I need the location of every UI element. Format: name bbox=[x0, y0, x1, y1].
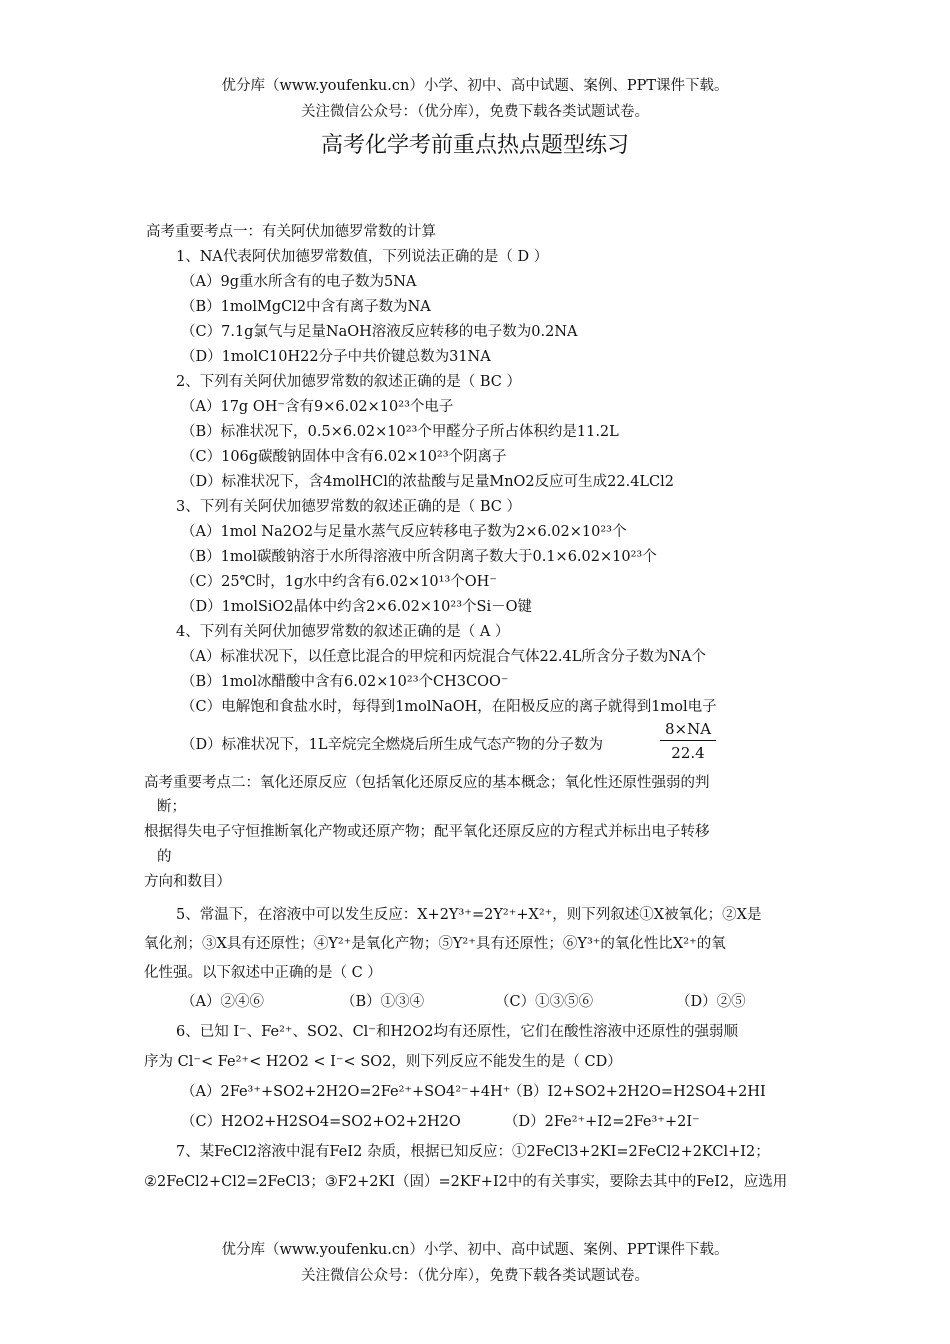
text-line: 2、下列有关阿伏加德罗常数的叙述正确的是（ BC ） bbox=[176, 374, 521, 390]
text-line: 根据得失电子守恒推断氧化产物或还原产物；配平氧化还原反应的方程式并标出电子转移 bbox=[144, 824, 710, 840]
text-line: （A）②④⑥ bbox=[181, 994, 264, 1010]
text-line: （D）②⑤ bbox=[676, 994, 746, 1010]
text-line: （B）I2+SO2+2H2O=H2SO4+2HI bbox=[508, 1084, 766, 1100]
text-line: 高考重要考点二：氧化还原反应（包括氧化还原反应的基本概念；氧化性还原性强弱的判 bbox=[144, 775, 710, 791]
text-line: 1、NA代表阿伏加德罗常数值，下列说法正确的是（ D ） bbox=[176, 249, 549, 265]
text-line: （C）7.1g氯气与足量NaOH溶液反应转移的电子数为0.2NA bbox=[181, 324, 578, 340]
fraction-denominator: 22.4 bbox=[671, 744, 705, 762]
text-line: （C）①③⑤⑥ bbox=[495, 994, 594, 1010]
fraction-expression bbox=[660, 720, 716, 762]
text-line: （C）H2O2+H2SO4=SO2+O2+2H2O bbox=[181, 1114, 461, 1130]
text-line: 化性强。以下叙述中正确的是（ C ） bbox=[144, 965, 382, 981]
text-line: （A）9g重水所含有的电子数为5NA bbox=[181, 274, 417, 290]
page-title: 高考化学考前重点热点题型练习 bbox=[320, 133, 629, 158]
text-line: 断； bbox=[157, 799, 186, 815]
text-line: （B）1molMgCl2中含有离子数为NA bbox=[181, 299, 431, 315]
text-line: 方向和数目） bbox=[144, 874, 231, 890]
text-line: 序为 Cl⁻< Fe²⁺< H2O2 < I⁻< SO2，则下列反应不能发生的是（ CD） bbox=[144, 1054, 622, 1070]
text-line: 7、某FeCl2溶液中混有FeI2 杂质，根据已知反应：①2FeCl3+2KI=2FeCl2+2KCl+I2； bbox=[176, 1144, 770, 1160]
text-line: （D）1molSiO2晶体中约含2×6.02×10²³个Si－O键 bbox=[181, 599, 532, 615]
text-line: （A）1mol Na2O2与足量水蒸气反应转移电子数为2×6.02×10²³个 bbox=[181, 524, 627, 540]
text-line: （C）25℃时，1g水中约含有6.02×10¹³个OH⁻ bbox=[181, 574, 497, 590]
footer-line-2: 关注微信公众号：（优分库），免费下载各类试题试卷。 bbox=[301, 1268, 649, 1284]
text-line: （D）1molC10H22分子中共价键总数为31NA bbox=[181, 349, 491, 365]
fraction-numerator: 8×NA bbox=[660, 720, 716, 741]
text-line: 氧化剂；③X具有还原性；④Y²⁺是氧化产物；⑤Y²⁺具有还原性；⑥Y³⁺的氧化性比X²⁺的氧 bbox=[144, 936, 726, 952]
text-line: 6、已知 I⁻、Fe²⁺、SO2、Cl⁻和H2O2均有还原性，它们在酸性溶液中还原性的强弱顺 bbox=[176, 1024, 738, 1040]
text-line: （D）标准状况下，1L辛烷完全燃烧后所生成气态产物的分子数为 bbox=[181, 737, 603, 753]
text-line: （A）17g OH⁻含有9×6.02×10²³个电子 bbox=[181, 399, 454, 415]
text-line: （B）1mol冰醋酸中含有6.02×10²³个CH3COO⁻ bbox=[181, 674, 509, 690]
footer-line-1: 优分库（www.youfenku.cn）小学、初中、高中试题、案例、PPT课件下载。 bbox=[221, 1242, 729, 1258]
text-line: （A）2Fe³⁺+SO2+2H2O=2Fe²⁺+SO4²⁻+4H⁺ bbox=[181, 1084, 511, 1100]
text-line: （C）106g碳酸钠固体中含有6.02×10²³个阴离子 bbox=[181, 449, 507, 465]
text-line: （D）2Fe²⁺+I2=2Fe³⁺+2I⁻ bbox=[504, 1114, 700, 1130]
text-line: 4、下列有关阿伏加德罗常数的叙述正确的是（ A ） bbox=[176, 624, 510, 640]
text-line: 5、常温下，在溶液中可以发生反应：X+2Y³⁺=2Y²⁺+X²⁺，则下列叙述①X被氧化；②X是 bbox=[176, 907, 762, 923]
text-line: （C）电解饱和食盐水时，每得到1molNaOH，在阳极反应的离子就得到1mol电子 bbox=[181, 699, 717, 715]
text-line: （B）①③④ bbox=[341, 994, 425, 1010]
text-line: 的 bbox=[157, 849, 172, 865]
text-line: （D）标准状况下，含4molHCl的浓盐酸与足量MnO2反应可生成22.4LCl2 bbox=[181, 474, 675, 490]
text-line: （B）1mol碳酸钠溶于水所得溶液中所含阴离子数大于0.1×6.02×10²³个 bbox=[181, 549, 657, 565]
text-line: 高考重要考点一：有关阿伏加德罗常数的计算 bbox=[146, 224, 436, 240]
text-line: （A）标准状况下，以任意比混合的甲烷和丙烷混合气体22.4L所含分子数为NA个 bbox=[181, 649, 707, 665]
header-line-1: 优分库（www.youfenku.cn）小学、初中、高中试题、案例、PPT课件下载。 bbox=[221, 78, 729, 94]
header-line-2: 关注微信公众号：（优分库），免费下载各类试题试卷。 bbox=[301, 104, 649, 120]
text-line: ②2FeCl2+Cl2=2FeCl3；③F2+2KI（固）=2KF+I2中的有关事实，要除去其中的FeI2，应选用 bbox=[144, 1174, 788, 1190]
text-line: （B）标准状况下，0.5×6.02×10²³个甲醛分子所占体积约是11.2L bbox=[181, 424, 619, 440]
text-line: 3、下列有关阿伏加德罗常数的叙述正确的是（ BC ） bbox=[176, 499, 521, 515]
